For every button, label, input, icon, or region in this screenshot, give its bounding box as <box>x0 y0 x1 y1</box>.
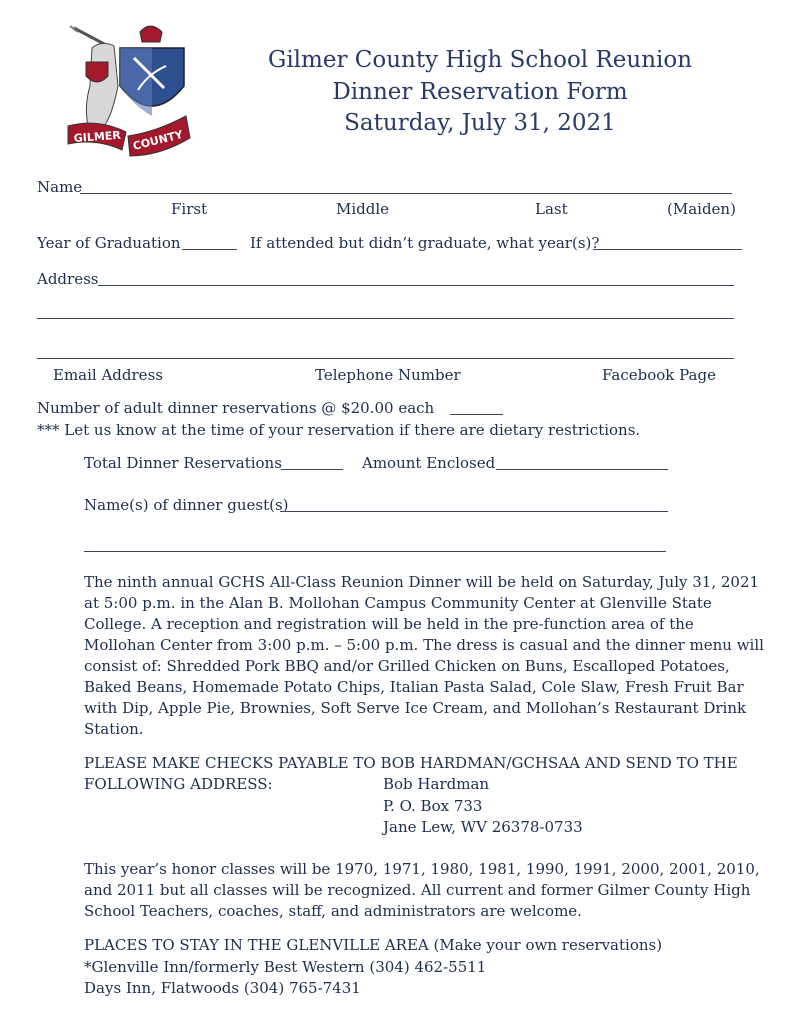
graduation-year-field[interactable] <box>182 249 237 250</box>
name-maiden-label: (Maiden) <box>667 200 736 218</box>
logo-text-county: COUNTY <box>131 127 185 153</box>
page-title <box>250 45 710 140</box>
name-first-label: First <box>171 200 208 218</box>
name-last-label: Last <box>535 200 568 218</box>
telephone-label: Telephone Number <box>315 366 461 384</box>
title-line-2: Dinner Reservation Form <box>332 78 628 105</box>
address-field-line-2[interactable] <box>37 318 734 319</box>
place-glenville-inn: *Glenville Inn/formerly Best Western (304) 462-5511 <box>84 958 487 976</box>
guests-field-line-1[interactable] <box>280 511 668 512</box>
guests-label: Name(s) of dinner guest(s) <box>84 496 289 514</box>
total-reservations-field[interactable] <box>281 469 343 470</box>
title-line-3: Saturday, July 31, 2021 <box>344 110 616 136</box>
address-field-line-1[interactable] <box>98 285 734 286</box>
attended-years-label: If attended but didn’t graduate, what year(s)? <box>250 234 600 252</box>
checks-instruction-line-2: FOLLOWING ADDRESS: <box>84 775 273 793</box>
mailing-address-box: P. O. Box 733 <box>383 797 483 815</box>
adult-reservations-field[interactable] <box>450 414 503 415</box>
guests-field-line-2[interactable] <box>84 551 666 552</box>
amount-enclosed-label: Amount Enclosed <box>362 454 496 472</box>
dietary-note: *** Let us know at the time of your reservation if there are dietary restrictions. <box>37 421 641 439</box>
facebook-label: Facebook Page <box>602 366 716 384</box>
places-to-stay-title: PLACES TO STAY IN THE GLENVILLE AREA (Make your own reservations) <box>84 936 663 954</box>
gilmer-county-crest-logo <box>62 18 202 160</box>
attended-years-field[interactable] <box>593 249 742 250</box>
checks-instruction-line-1: PLEASE MAKE CHECKS PAYABLE TO BOB HARDMAN/GCHSAA AND SEND TO THE <box>84 754 738 772</box>
email-label: Email Address <box>53 366 163 384</box>
contact-field-line[interactable] <box>37 358 734 359</box>
place-days-inn: Days Inn, Flatwoods (304) 765-7431 <box>84 979 361 997</box>
logo-text-gilmer: GILMER <box>73 128 122 145</box>
mailing-address-city: Jane Lew, WV 26378-0733 <box>383 818 583 836</box>
amount-enclosed-field[interactable] <box>496 469 668 470</box>
title-line-1: Gilmer County High School Reunion <box>267 47 693 73</box>
graduation-year-label: Year of Graduation <box>37 234 181 252</box>
adult-reservations-label: Number of adult dinner reservations @ $20.00 each <box>37 399 435 417</box>
address-label: Address <box>37 270 99 288</box>
name-middle-label: Middle <box>336 200 390 218</box>
event-details-paragraph: The ninth annual GCHS All-Class Reunion Dinner will be held on Saturday, July 31, 2021 at 5:00 p.m. in the Alan B. Mollohan Campus Community Center at Glenville State College. A reception and registration will be held in the pre-function area of the Mollohan Center from 3:00 p.m. – 5:00 p.m. The dress is casual and the dinner menu will consist of: Shredded Pork BBQ and/or Grilled Chicken on Buns, Escalloped Potatoes, Baked Beans, Homemade Potato Chips, Italian Pasta Salad, Cole Slaw, Fresh Fruit Bar with Dip, Apple Pie, Brownies, Soft Serve Ice Cream, and Mollohan’s Restaurant Drink Station. <box>84 573 764 738</box>
name-label: Name <box>37 178 83 196</box>
total-reservations-label: Total Dinner Reservations <box>84 454 282 472</box>
mailing-address-name: Bob Hardman <box>383 775 490 793</box>
honor-classes-paragraph: This year’s honor classes will be 1970, 1971, 1980, 1981, 1990, 1991, 2000, 2001, 2010, and 2011 but all classes will be recognized. All current and former Gilmer County High School Teachers, coaches, staff, and administrators are welcome. <box>84 860 760 920</box>
name-field[interactable] <box>80 193 732 194</box>
